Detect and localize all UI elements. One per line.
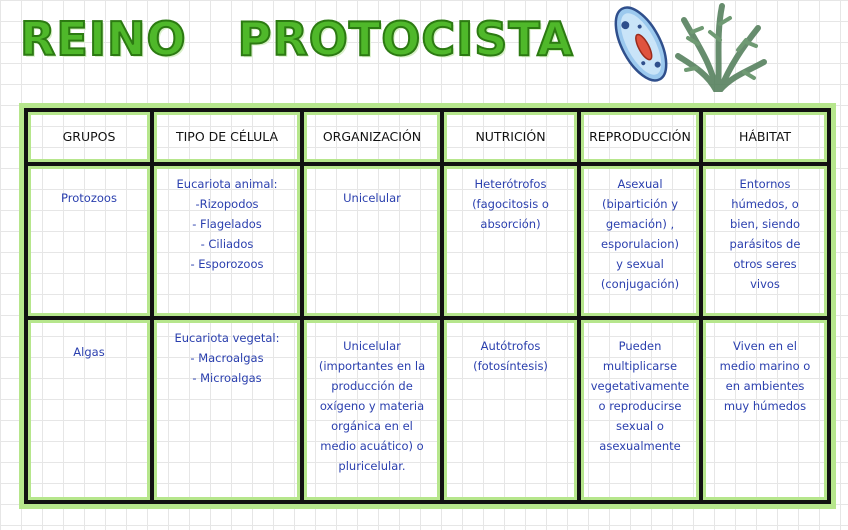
nutrition-cell <box>442 164 579 318</box>
reproduction-cell <box>579 164 701 318</box>
cell-text: Viven en el <box>733 339 797 353</box>
cell-text: Unicelular <box>343 191 401 205</box>
cell-text: (fagocitosis o <box>472 197 549 211</box>
cell-text: (importantes en la <box>318 359 426 373</box>
cell-text: en ambientes <box>725 379 805 393</box>
cell-text: Eucariota vegetal: <box>174 331 280 345</box>
cell-text: sexual o <box>616 419 664 433</box>
protocista-table <box>24 108 831 504</box>
cell-text: vegetativamente <box>590 379 690 393</box>
page-title: REINO PROTOCISTA <box>20 12 574 66</box>
cell-text: (fotosíntesis) <box>473 359 548 373</box>
organization-cell <box>302 164 442 318</box>
cell-text: - Microalgas <box>192 371 262 385</box>
cell-text: Unicelular <box>343 339 401 353</box>
header-cell: GRUPOS <box>26 110 152 164</box>
header-row <box>26 110 829 164</box>
cell-text: gemación) , <box>605 217 675 231</box>
cell-text: Eucariota animal: <box>176 177 278 191</box>
cell-text: absorción) <box>480 217 541 231</box>
header-cell: TIPO DE CÉLULA <box>152 110 302 164</box>
cell-text: producción de <box>331 379 413 393</box>
cell-text: o reproducirse <box>598 399 682 413</box>
cell-text: y sexual <box>616 257 664 271</box>
cell-text: muy húmedos <box>723 399 807 413</box>
cell-text: - Esporozoos <box>190 257 264 271</box>
cell-text: oxígeno y materia <box>319 399 425 413</box>
cell-text: Asexual <box>617 177 663 191</box>
cell-text: medio marino o <box>719 359 811 373</box>
header-cell: NUTRICIÓN <box>442 110 579 164</box>
cell-text: Pueden <box>618 339 662 353</box>
cell-type-cell <box>152 318 302 502</box>
habitat-cell <box>701 164 829 318</box>
cell-text: (bipartición y <box>601 197 679 211</box>
nutrition-cell <box>442 318 579 502</box>
cell-text: húmedos, o <box>731 197 799 211</box>
header-cell: ORGANIZACIÓN <box>302 110 442 164</box>
paramecium-icon <box>606 0 676 88</box>
table-row <box>26 318 829 502</box>
cell-type-cell <box>152 164 302 318</box>
cell-text: orgánica en el <box>331 419 413 433</box>
cell-text: multiplicarse <box>602 359 678 373</box>
cell-text: parásitos de <box>729 237 801 251</box>
cell-text: medio acuático) o <box>320 439 424 453</box>
cell-text: - Flagelados <box>192 217 262 231</box>
organization-cell <box>302 318 442 502</box>
cell-text: - Macroalgas <box>190 351 264 365</box>
cell-text: otros seres <box>733 257 797 271</box>
reproduction-cell <box>579 318 701 502</box>
group-cell: Protozoos <box>26 164 152 318</box>
cell-text: esporulacion) <box>601 237 679 251</box>
cell-text: asexualmente <box>599 439 681 453</box>
cell-text: Entornos <box>739 177 791 191</box>
seaweed-icon <box>672 0 768 92</box>
table-row <box>26 164 829 318</box>
header-cell: HÁBITAT <box>701 110 829 164</box>
group-cell: Algas <box>26 318 152 502</box>
cell-text: -Rizopodos <box>195 197 259 211</box>
cell-text: Autótrofos <box>480 339 541 353</box>
cell-text: vivos <box>750 277 780 291</box>
cell-text: Heterótrofos <box>474 177 547 191</box>
cell-text: pluricelular. <box>338 459 406 473</box>
cell-text: bien, siendo <box>729 217 801 231</box>
habitat-cell <box>701 318 829 502</box>
header-cell: REPRODUCCIÓN <box>579 110 701 164</box>
cell-text: - Ciliados <box>200 237 254 251</box>
cell-text: (conjugación) <box>600 277 680 291</box>
